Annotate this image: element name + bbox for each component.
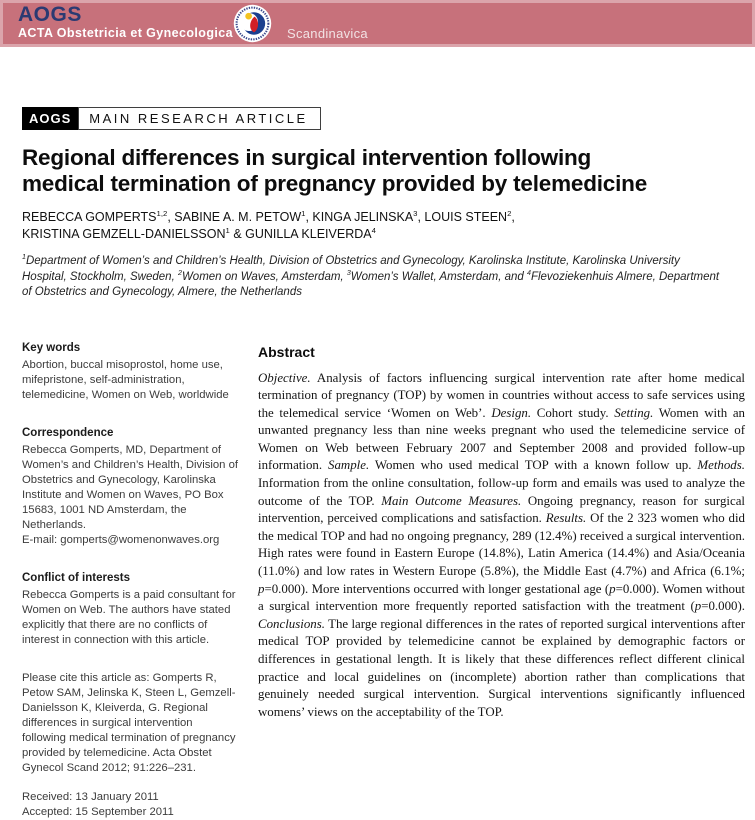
journal-banner bbox=[0, 0, 755, 47]
abstract-text: Objective. Analysis of factors influencing surgical intervention rate after home medical termination of pregnancy (TOP) by women in countries without access to safe services using the telemedical service ‘Women on Web’. Design. Cohort study. Setting. Women with an unwanted pregnancy less than nine weeks pregnant who used the telemedicine service of Women on Web between February 2007 and September 2008 and provided follow-up information. Sample. Women who used medical TOP with a known follow up. Methods. Information from the online consultation, follow-up form and emails was used to analyze the outcome of the TOP. Main Outcome Measures. Ongoing pregnancy, reason for surgical intervention, perceived complications and satisfaction. Results. Of the 2 323 women who did the medical TOP and had no ongoing pregnancy, 289 (12.4%) received a surgical intervention. High rates were found in Eastern Europe (14.8%), Latin America (14.4%) and Asia/Oceania (11.0%) and low rates in Western Europe (5.8%), the Middle East (4.7%) and Africa (6.1%; p=0.000). More interventions occurred with longer gestational age (p=0.000). Women without a surgical intervention more frequently reported satisfaction with the treatment (p=0.000). Conclusions. The large regional differences in the rates of reported surgical interventions after medical TOP provided by telemedicine cannot be explained by demographic factors or differences in gestational length. It is likely that these differences reflect different clinical practice and local guidelines on (incomplete) abortion rather than complications that genuinely needed surgical intervention. Surgical interventions significantly influenced womens’ views on the acceptability of the TOP. bbox=[258, 370, 746, 719]
article-type-box: AOGS bbox=[22, 107, 78, 130]
correspondence-heading: Correspondence bbox=[22, 426, 114, 439]
conflict-heading: Conflict of interests bbox=[22, 571, 130, 584]
journal-abbr: AOGS bbox=[18, 3, 82, 26]
conflict-text: Rebecca Gomperts is a paid consultant for Women on Web. The authors have stated explicitly that there are no conflicts of interest in connection with this article. bbox=[22, 588, 236, 646]
correspondence-section bbox=[22, 426, 238, 548]
conflict-section bbox=[22, 571, 238, 648]
correspondence-text: Rebecca Gomperts, MD, Department of Women’s and Children’s Health, Division of Obstetrics and Gynecology, Karolinska Institute and Women on Waves, PO Box 15683, 1001 ND Amsterdam, the Netherlands. bbox=[22, 443, 239, 531]
journal-seal-icon bbox=[233, 4, 272, 43]
article-type-label: MAIN RESEARCH ARTICLE bbox=[78, 107, 320, 130]
citation-note: Please cite this article as: Gomperts R, Petow SAM, Jelinska K, Steen L, Gemzell-Danielsson K, Kleiverda, G. Regional differences in surgical intervention following medical termination of pregnancy provided by telemedicine. Acta Obstet Gynecol Scand 2012; 91:226–231. bbox=[22, 671, 236, 774]
article-sidebar bbox=[22, 341, 238, 820]
journal-name-suffix: Scandinavica bbox=[287, 26, 368, 41]
title-line-1: Regional differences in surgical intervention following bbox=[22, 145, 592, 170]
correspondence-email: E-mail: gomperts@womenonwaves.org bbox=[22, 533, 220, 546]
article-type-badge bbox=[22, 107, 321, 130]
page-title bbox=[22, 145, 733, 197]
journal-name: ACTA Obstetricia et Gynecologica bbox=[18, 26, 233, 40]
keywords-section bbox=[22, 341, 238, 403]
article-body bbox=[22, 341, 745, 820]
keywords-heading: Key words bbox=[22, 341, 81, 354]
abstract-section bbox=[258, 341, 745, 820]
history-dates bbox=[22, 790, 238, 820]
accepted-date: Accepted: 15 September 2011 bbox=[22, 805, 174, 818]
received-date: Received: 13 January 2011 bbox=[22, 790, 159, 803]
keywords-text: Abortion, buccal misoprostol, home use, mifepristone, self-administration, telemedicine, Women on Web, worldwide bbox=[22, 358, 229, 401]
abstract-heading: Abstract bbox=[258, 343, 315, 360]
author-list: REBECCA GOMPERTS$^{1,2}$, SABINE A. M. PETOW$^1$, KINGA JELINSKA$^3$, LOUIS STEEN$^2$, KRISTINA GEMZELL-DANIELSSON$^1$ & GUNILLA KLEIVERDA$^4$ bbox=[22, 208, 515, 241]
affiliations: $^1$Department of Women’s and Children’s Health, Division of Obstetrics and Gynecology, Karolinska Institute, Karolinska University Hospital, Stockholm, Sweden, $^2$Women on Waves, Amsterdam, $^3$Women’s Wallet, Amsterdam, and $^4$Flevoziekenhuis Almere, Department of Obstetrics and Gynecology, Almere, the Netherlands bbox=[22, 253, 720, 298]
title-line-2: medical termination of pregnancy provided by telemedicine bbox=[22, 171, 648, 196]
